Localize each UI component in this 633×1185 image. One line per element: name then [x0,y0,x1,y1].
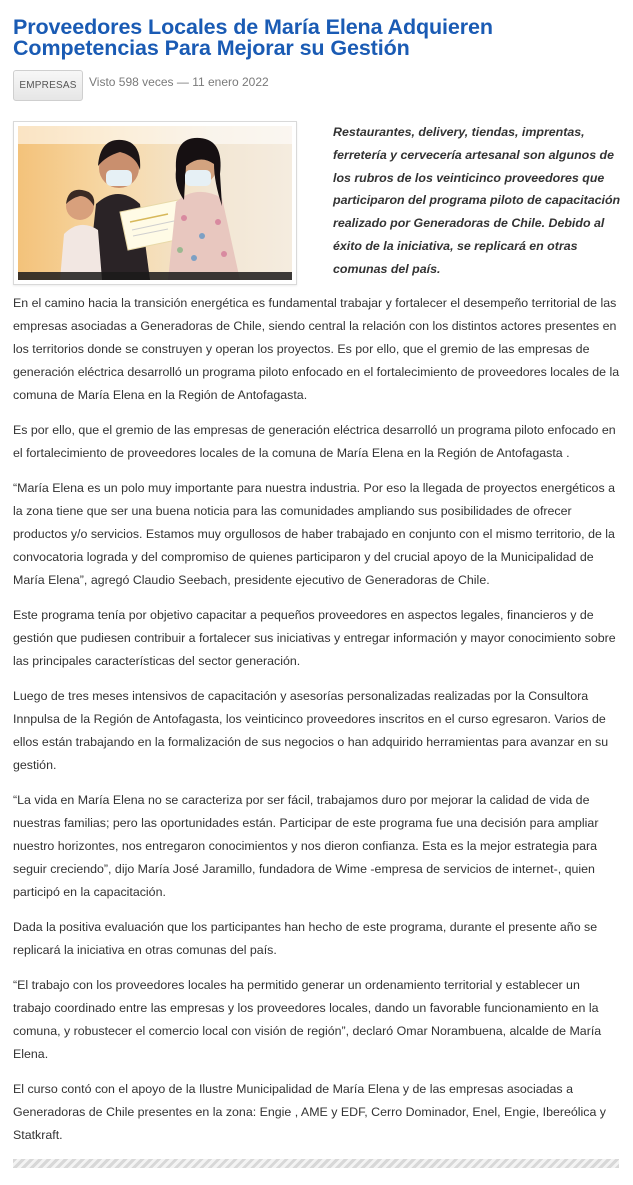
article-lead: Restaurantes, delivery, tiendas, imprentas, ferretería y cervecería artesanal son algunos de los rubros de los veinticinco proveedores que participaron del programa piloto de capacitación realizado por Generadoras de Chile. Debido al éxito de la iniciativa, se replicará en otras comunas del país. [333,125,621,276]
paragraph-9: El curso contó con el apoyo de la Ilustre Municipalidad de María Elena y de las empresas asociadas a Generadoras de Chile presentes en la zona: Engie , AME y EDF, Cerro Dominador, Enel, Engie, Ibereólica y Statkraft. [13,1081,607,1142]
article-meta [13,69,621,101]
article-photo[interactable] [13,121,297,285]
photo-image [18,126,292,280]
paragraph-3: “María Elena es un polo muy importante para nuestra industria. Por eso la llegada de proyectos energéticos a la zona tiene que ser una buena noticia para las comunidades ampliando sus posibilidades de ofrecer productos y/o servicios. Estamos muy orgullosos de haber trabajado en conjunto con el mismo territorio, de la convocatoria lograda y del compromiso de quienes participaron y del crucial apoyo de la Municipalidad de María Elena”, agregó Claudio Seebach, presidente ejecutivo de Generadoras de Chile. [13,480,615,587]
publish-date: 11 enero 2022 [192,75,269,89]
paragraph-4: Este programa tenía por objetivo capacitar a pequeños proveedores en aspectos legales, financieros y de gestión que pudiesen contribuir a fortalecer sus iniciativas y entregar información y mayor conocimiento sobre las principales características del sector generación. [13,607,616,668]
meta-info [89,75,269,89]
view-count: Visto 598 veces [89,75,174,89]
paragraph-1: En el camino hacia la transición energética es fundamental trabajar y fortalecer el desempeño territorial de las empresas asociadas a Generadoras de Chile, siendo central la relación con los distintos actores presentes en los territorios donde se construyen y operan los proyectos. Es por ello, que el gremio de las empresas de generación eléctrica desarrolló un programa piloto enfocado en el fortalecimiento de proveedores locales de la comuna de María Elena en la Región de Antofagasta. [13,295,620,402]
category-tag[interactable]: EMPRESAS [13,70,83,101]
article-separator [13,1159,619,1168]
paragraph-8: “El trabajo con los proveedores locales ha permitido generar un ordenamiento territorial y establecer un trabajo coordinado entre las empresas y los proveedores locales, dando un favorable funcionamiento en la comuna, y robustecer el comercio local con visión de región”, declaró Omar Norambuena, alcalde de María Elena. [13,977,602,1061]
paragraph-6: “La vida en María Elena no se caracteriza por ser fácil, trabajamos duro por mejorar la calidad de vida de nuestras familias; pero las oportunidades están. Participar de este programa fue una decisión para ampliar nuestro horizontes, nos entregaron conocimientos y nos dieron confianza. Esta es la mejor estrategia para seguir creciendo”, dijo María José Jaramillo, fundadora de Wime -empresa de servicios de internet-, quien participó en la capacitación. [13,792,599,899]
paragraph-2: Es por ello, que el gremio de las empresas de generación eléctrica desarrolló un programa piloto enfocado en el fortalecimiento de proveedores locales de la comuna de María Elena en la Región de Antofagasta . [13,422,616,460]
meta-separator: — [176,75,189,89]
paragraph-5: Luego de tres meses intensivos de capacitación y asesorías personalizadas realizadas por la Consultora Innpulsa de la Región de Antofagasta, los veinticinco proveedores inscritos en el curso egresaron. Varios de ellos están trabajando en la formalización de sus negocios o han adquirido herramientas para avanzar en su gestión. [13,688,609,772]
article-title[interactable]: Proveedores Locales de María Elena Adquieren Competencias Para Mejorar su Gestión [13,15,493,60]
article-body [13,121,621,1147]
paragraph-7: Dada la positiva evaluación que los participantes han hecho de este programa, durante el presente año se replicará la iniciativa en otras comunas del país. [13,919,598,957]
